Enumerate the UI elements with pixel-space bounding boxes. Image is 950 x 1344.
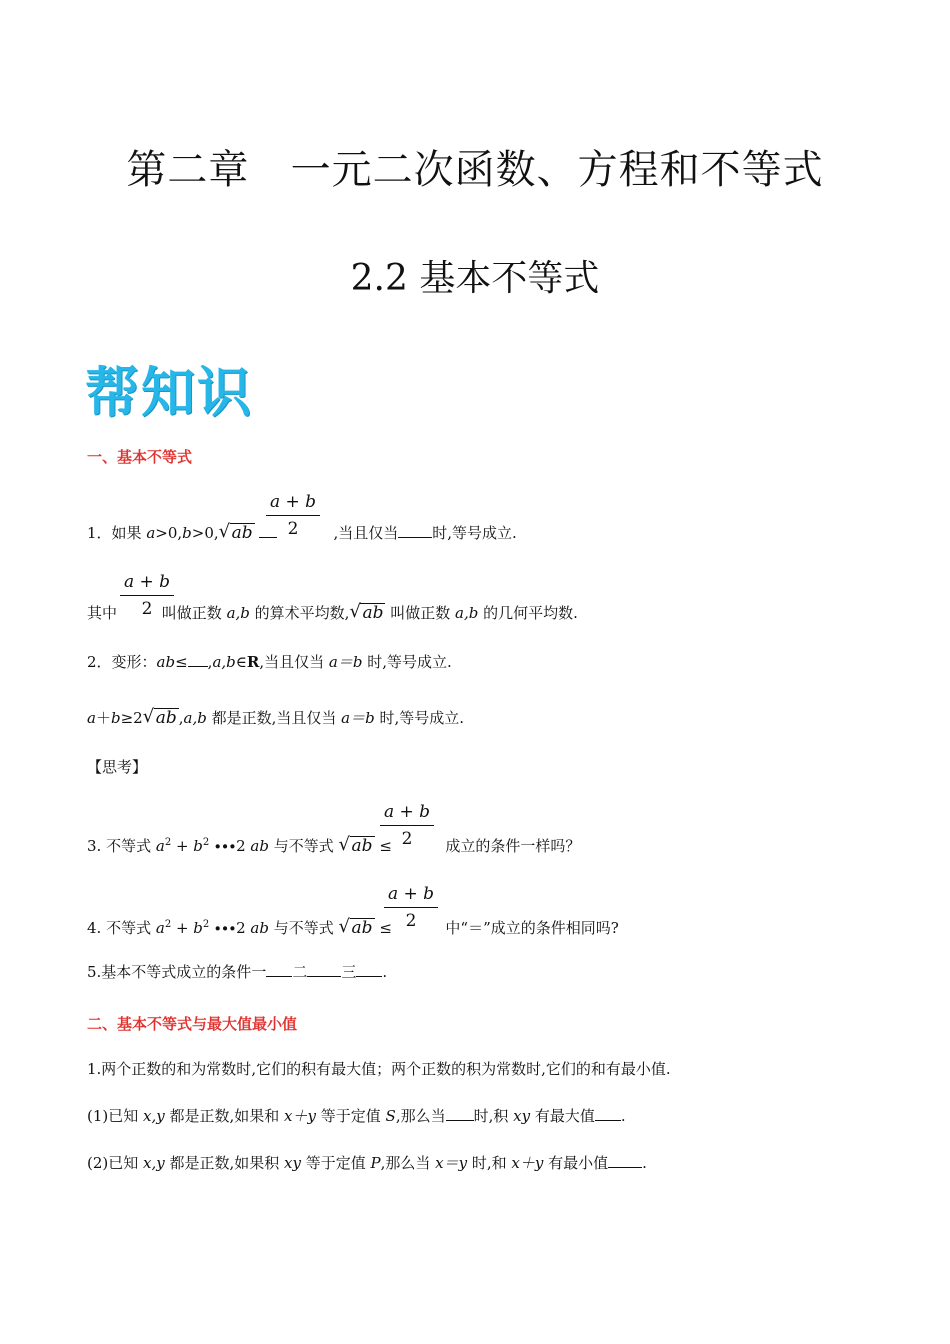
think-label: 【思考】 [87, 758, 148, 776]
answer-blank[interactable] [595, 1106, 621, 1121]
line-3: 2．变形：ab≤ ,a,b∈R,当且仅当 a＝b 时,等号成立. [87, 653, 452, 671]
banner-logo: 帮知识 [85, 361, 253, 424]
frac-bar [380, 825, 434, 826]
answer-blank[interactable] [188, 652, 208, 667]
answer-blank[interactable] [446, 1106, 474, 1121]
sqrt-ab: √ ab [349, 601, 384, 623]
frac-denominator: 2 [405, 911, 417, 931]
question-4: 4. 不等式 $a^2 + b^2 \cdot\cdot\cdot 2$ ab 与不等式 √ ab ≤ 中“＝”成立的条件相同吗? [87, 916, 619, 938]
part2-para-1: 1.两个正数的和为常数时,它们的积有最大值；两个正数的积为常数时,它们的和有最小值. [87, 1060, 671, 1078]
question-3: 3. 不等式 $a^2 + b^2 \cdot\cdot\cdot 2$ ab 与不等式 √ ab ≤ 成立的条件一样吗？ [87, 834, 581, 856]
frac-denominator: 2 [287, 519, 299, 539]
answer-blank[interactable] [307, 962, 341, 977]
frac-numerator: a + b [388, 884, 435, 904]
sqrt-ab: √ ab [218, 521, 253, 543]
part2-heading: 二、基本不等式与最大值最小值 [87, 1015, 298, 1033]
section-title: 2.2 基本不等式 [350, 258, 600, 299]
line-2: 其中 叫做正数 a,b 的算术平均数, √ ab 叫做正数 a,b 的几何平均数. [87, 601, 578, 623]
chapter-title: 第二章 一元二次函数、方程和不等式 [126, 147, 824, 193]
part2-para-2: (1)已知 x,y 都是正数,如果和 x＋y 等于定值 S,那么当 时,积 xy 有最大值 . [87, 1107, 626, 1125]
answer-blank[interactable] [356, 962, 382, 977]
line-1: 1．如果 a>0,b>0, √ ab ,当且仅当 时,等号成立. [87, 521, 517, 543]
line-4: a＋b≥2 √ ab ,a,b 都是正数,当且仅当 a＝b 时,等号成立. [87, 706, 465, 728]
part1-heading: 一、基本不等式 [87, 448, 193, 466]
answer-blank[interactable] [259, 523, 277, 538]
frac-bar [266, 515, 320, 516]
frac-bar [384, 907, 438, 908]
answer-blank[interactable] [266, 962, 292, 977]
frac-denominator: 2 [141, 599, 153, 619]
sqrt-ab: √ ab [142, 706, 177, 728]
frac-numerator: a + b [124, 572, 171, 592]
sqrt-ab: √ ab [338, 916, 373, 938]
frac-bar [120, 595, 174, 596]
frac-numerator: a + b [384, 802, 431, 822]
answer-blank[interactable] [608, 1153, 642, 1168]
frac-denominator: 2 [401, 829, 413, 849]
part2-para-3: (2)已知 x,y 都是正数,如果积 xy 等于定值 P,那么当 x＝y 时,和 x＋y 有最小值 . [87, 1154, 647, 1172]
sqrt-ab: √ ab [338, 834, 373, 856]
answer-blank[interactable] [398, 523, 432, 538]
frac-numerator: a + b [270, 492, 317, 512]
question-5: 5.基本不等式成立的条件一 二 三 . [87, 963, 388, 981]
